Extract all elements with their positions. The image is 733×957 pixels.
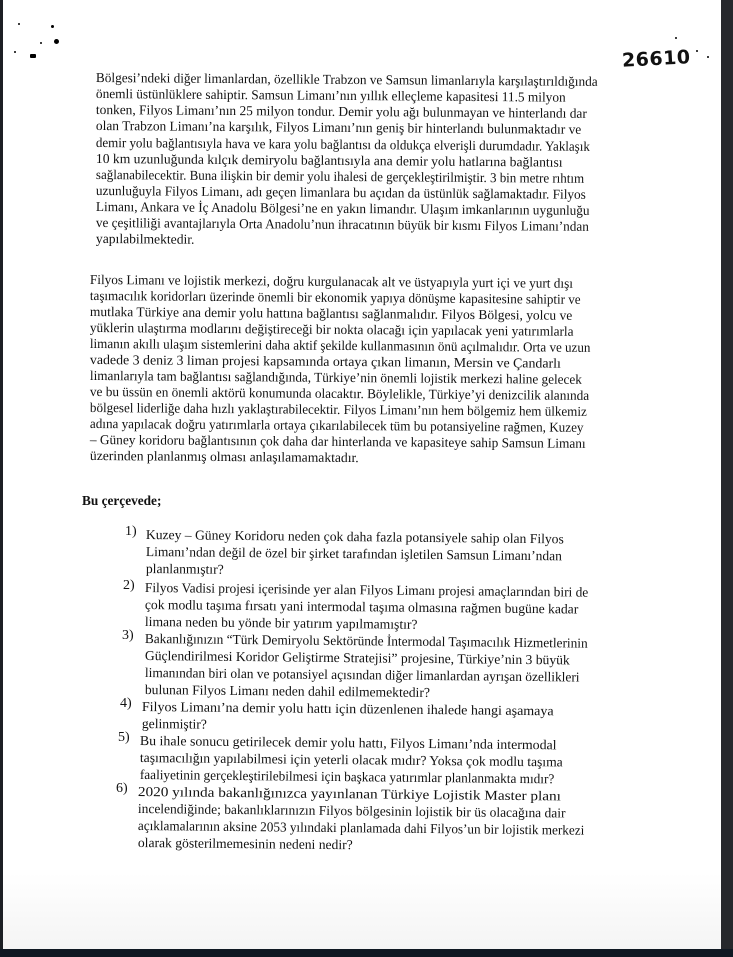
paragraph-line: Limanı, Ankara ve İç Anadolu Bölgesi’ne en yakın limandır. Ulaşım imkanlarının uygunluğu [95, 199, 590, 218]
paragraph-line: yüklerin ulaştırma modlarını değiştireceği bir nokta olacağı için yapılacak yeni yatırımlarla [89, 320, 574, 339]
scan-speck [51, 25, 54, 28]
paragraph-line: vadede 3 deniz 3 liman projesi kapsamında ortaya çıkan limanın, Mersin ve Çandarlı [89, 352, 561, 371]
question-number: 3) [122, 628, 134, 643]
scan-speck [54, 39, 59, 44]
question-line: Filyos Vadisi projesi içerisinde yer alan Filyos Limanı projesi amaçlarından biri de [144, 580, 589, 600]
paragraph-line: olan Trabzon Limanı’na karşılık, Filyos Limanı’nın geniş bir hinterlandı bulunmaktadır ve [95, 118, 582, 137]
question-number: 1) [125, 524, 137, 539]
paragraph-line: Filyos Limanı ve lojistik merkezi, doğru kurgulanacak alt ve üstyapıyla yurt içi ve yurt dışı [89, 272, 574, 291]
paragraph-line: demir yolu bağlantısıyla hava ve kara yolu bağlantısı da oldukça elverişli durumdadır. Yaklaşık [95, 135, 590, 154]
question-line: Bakanlığınızın “Türk Demiryolu Sektöründe İntermodal Taşımacılık Hizmetlerinin [144, 631, 588, 651]
question-line: olarak gösterilmemesinin nedeni nedir? [137, 835, 353, 853]
paragraph-line: mutlaka Türkiye ana demir yolu hattına bağlantısı sağlanmalıdır. Filyos Bölgesi, yolcu ve [89, 304, 573, 323]
handwritten-document-number: 26610 [621, 46, 692, 72]
scan-speck [18, 23, 20, 25]
question-line: 2020 yılında bakanlığınızca yayınlanan Türkiye Lojistik Master planı [137, 784, 561, 804]
scan-frame-bottom [0, 949, 733, 957]
paragraph-line: Bölgesi’ndeki diğer limanlardan, özellikle Trabzon ve Samsun limanlarıyla karşılaştırıldığında [95, 70, 598, 89]
paragraph-line: ve çeşitliliği avantajlarıyla Orta Anadolu’nun ihracatının büyük bir kısmı Filyos Limanı’ndan [95, 215, 589, 234]
scan-speck [30, 54, 36, 58]
paragraph-line: taşımacılık koridorları üzerinde önemli bir ekonomik yapıya dönüşme kapasitesine sahiptir ve [89, 288, 581, 307]
paragraph-line: sağlanabilecektir. Buna ilişkin bir demir yolu ihalesi de gerçekleştirilmiştir. 3 bin metre rıhtım [95, 167, 585, 186]
paragraph-line: 10 km uzunluğunda kılçık demiryolu bağlantısıyla ana demir yolu hatlarına bağlantısı [95, 151, 563, 170]
scan-speck [707, 56, 709, 58]
paragraph-line: limanlarıyla tam bağlantısı sağlandığında, Türkiye’nin önemli lojistik merkezi haline gelecek [89, 368, 582, 387]
question-number: 5) [118, 730, 130, 745]
paragraph-line: yapılabilmektedir. [95, 231, 195, 247]
scanned-page [3, 0, 721, 949]
paragraph-line: bölgesel liderliğe daha hızlı yaklaştırabilecektir. Filyos Limanı’nın hem bölgemiz hem ülkemiz [89, 400, 587, 419]
paragraph-line: uzunluğuyla Filyos Limanı, adı geçen limanlara bu açıdan da üstünlük sağlamaktadır. Filyos [95, 183, 586, 202]
question-line: bulunan Filyos Limanı neden dahil edilmemektedir? [144, 682, 431, 700]
scan-speck [696, 50, 698, 52]
question-line: incelendiğinde; bakanlıklarınızın Filyos bölgesinin lojistik bir üs olacağına dair [137, 801, 566, 821]
question-line: açıklamalarının aksine 2053 yılındaki planlamada dahi Filyos’un bir lojistik merkezi [137, 818, 585, 838]
paragraph-line: tonken, Filyos Limanı’nın 25 milyon tondur. Demir yolu ağı bulunmayan ve hinterlandı dar [95, 102, 587, 121]
scan-speck [675, 37, 677, 39]
paragraph-line: ve bu üssün en önemli aktörü konumunda olacaktır. Böylelikle, Türkiye’yi denizcilik alanında [89, 384, 590, 403]
question-line: limana neden bu yönde bir yatırım yapılmamıştır? [144, 614, 418, 632]
question-line: planlanmıştır? [145, 561, 224, 577]
scan-frame-right [721, 0, 733, 957]
question-number: 4) [120, 696, 132, 711]
paragraph-line: önemli üstünlüklere sahiptir. Samsun Limanı’nın yıllık elleçleme kapasitesi 11.5 milyon [95, 86, 566, 105]
question-line: Filyos Limanı’na demir yolu hattı için düzenlenen ihalede hangi aşamaya [141, 699, 554, 719]
paragraph-line: üzerinden planlanmış olması anlaşılamamaktadır. [89, 448, 359, 466]
question-line: Kuzey – Güney Koridoru neden çok daha fazla potansiyele sahip olan Filyos [145, 527, 564, 547]
scan-speck [40, 42, 42, 44]
question-line: Bu ihale sonucu getirilecek demir yolu hattı, Filyos Limanı’nda intermodal [139, 733, 557, 753]
section-heading: Bu çerçevede; [82, 493, 162, 508]
question-line: Güçlendirilmesi Koridor Geliştirme Stratejisi” projesine, Türkiye’nin 3 büyük [144, 648, 570, 668]
question-line: çok modlu taşıma fırsatı yani intermodal taşıma olmasına rağmen bugüne kadar [144, 597, 579, 617]
paragraph-line: adına yapılacak doğru yatırımlarla ortaya çıkarılabilecek tüm bu potansiyeline rağmen, Kuzey [89, 416, 584, 435]
paragraph-line: – Güney koridoru bağlantısının çok daha dar hinterlanda ve kapasiteye sahip Samsun Limanı [89, 432, 586, 451]
question-line: Limanı’ndan değil de özel bir şirket tarafından işletilen Samsun Limanı’ndan [145, 544, 562, 564]
question-number: 2) [123, 578, 135, 593]
paragraph-line: limanın akıllı ulaşım sistemlerini daha aktif şekilde kullanmasının önü açılmalıdır. Orta ve uzun [89, 336, 591, 355]
question-line: limanından biri olan ve potansiyel açısından diğer limanlardan ayrışan özellikleri [144, 665, 580, 685]
question-line: taşımacılığın yapılabilmesi için yeterli olacak mıdır? Yoksa çok modlu taşıma [139, 750, 563, 770]
question-line: faaliyetinin gerçekleştirilebilmesi için başkaca yatırımlar planlanmakta mıdır? [139, 767, 555, 787]
question-number: 6) [116, 781, 128, 796]
scan-speck [14, 51, 16, 53]
question-line: gelinmiştir? [141, 716, 207, 732]
